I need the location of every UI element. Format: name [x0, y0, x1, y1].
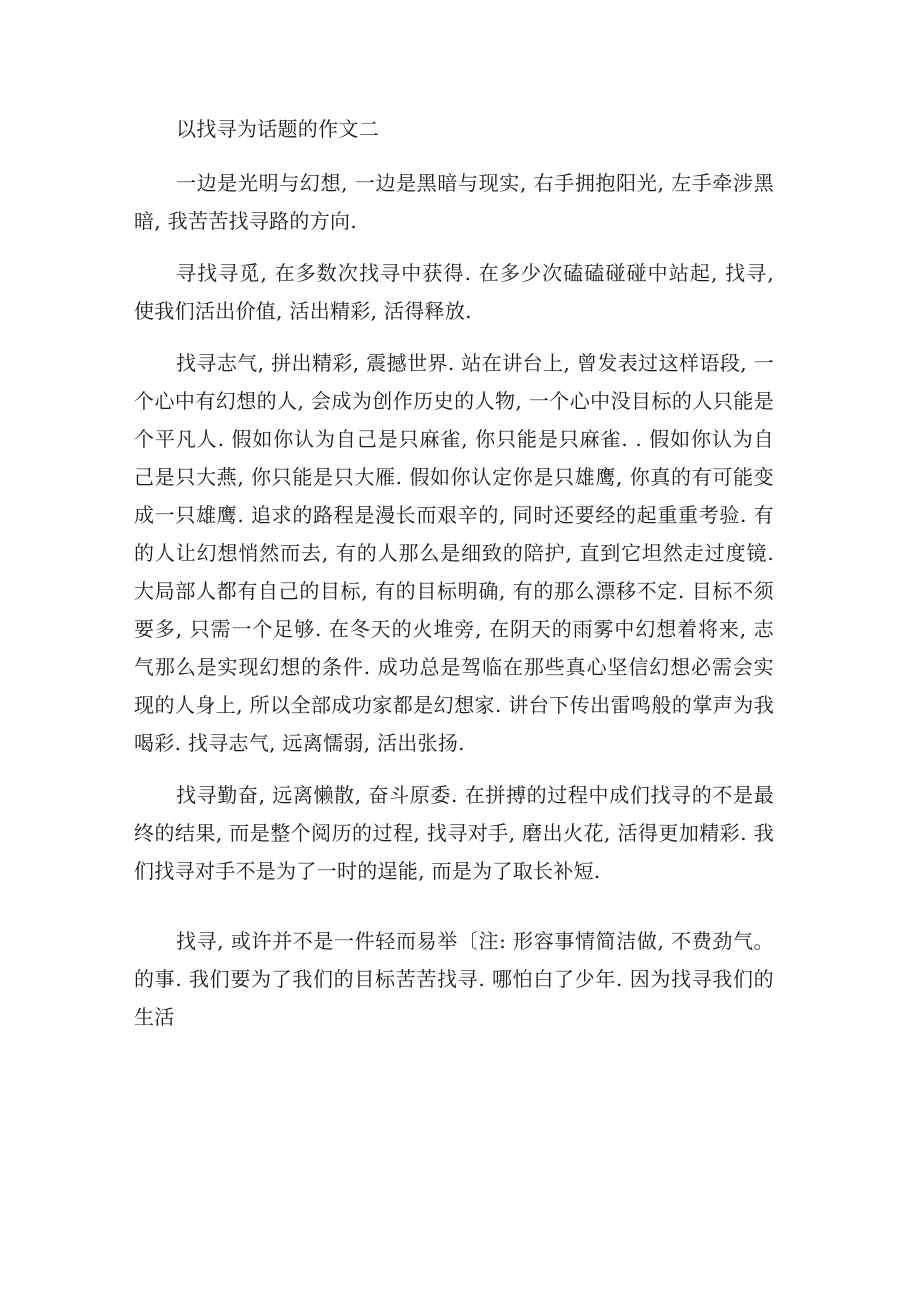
essay-title: 以找寻为话题的作文二 [176, 117, 379, 141]
paragraph-ambition: 找寻志气, 拼出精彩, 震撼世界. 站在讲台上, 曾发表过这样语段, 一个心中有幻想的人, 会成为创作历史的人物, 一个心中没目标的人只能是个平凡人. 假如你认为自己是只麻雀, 你只能是只麻雀. . 假如你认为自己是只大燕, 你只能是只大雁. 假如你认定你是只雄鹰, 你真的有可能变成一只雄鹰. 追求的路程是漫长而艰辛的, 同时还要经的起重重考验. 有的人让幻想悄然而去, 有的人那么是细致的陪护, 直到它坦然走过度镜. 大局部人都有自己的目标, 有的目标明确, 有的那么漂移不定. 目标不须要多, 只需一个足够. 在冬天的火堆旁, 在阴天的雨雾中幻想着将来, 志气那么是实现幻想的条件. 成功总是驾临在那些真心坚信幻想必需会实现的人身上, 所以全部成功家都是幻想家. 讲台下传出雷鸣般的掌声为我喝彩. 找寻志气, 远离懦弱, 活出张扬. [134, 351, 774, 755]
paragraph-intro: 一边是光明与幻想, 一边是黑暗与现实, 右手拥抱阳光, 左手牵涉黑暗, 我苦苦找寻路的方向. [134, 171, 774, 233]
essay-body [134, 110, 774, 1050]
paragraph-diligence: 找寻勤奋, 远离懒散, 奋斗原委. 在拼搏的过程中成们找寻的不是最终的结果, 而是整个阅历的过程, 找寻对手, 磨出火花, 活得更加精彩. 我们找寻对手不是为了一时的逞能, 而是为了取长补短. [134, 783, 774, 883]
paragraph-seeking: 寻找寻觅, 在多数次找寻中获得. 在多少次磕磕碰碰中站起, 找寻, 使我们活出价值, 活出精彩, 活得释放. [134, 261, 774, 323]
paragraph-conclusion: 找寻, 或许并不是一件轻而易举〔注: 形容事情简洁做, 不费劲气。的事. 我们要为了我们的目标苦苦找寻. 哪怕白了少年. 因为找寻我们的生活 [134, 929, 774, 1029]
